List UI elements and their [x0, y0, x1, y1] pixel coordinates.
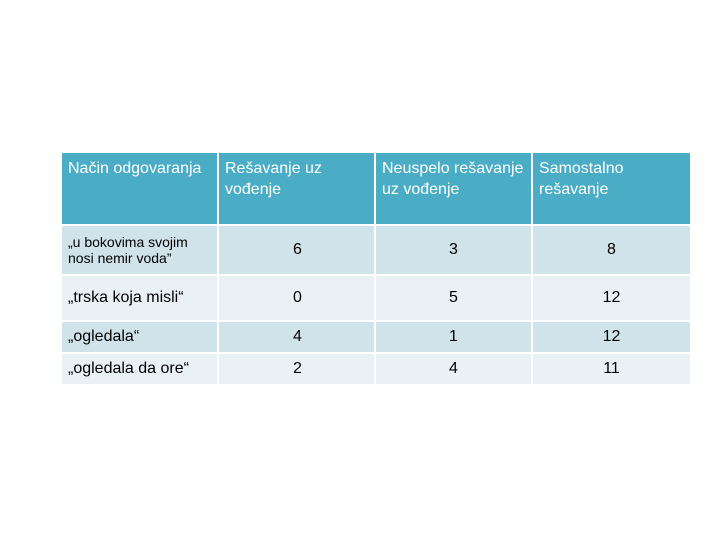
- cell-guided: 4: [218, 321, 375, 353]
- row-label: „trska koja misli“: [61, 275, 218, 321]
- table-header: [61, 152, 691, 225]
- row-label: „ogledala“: [61, 321, 218, 353]
- row-label: „u bokovima svojim nosi nemir voda”: [61, 225, 218, 275]
- table-row: [61, 321, 691, 353]
- header-row: [61, 152, 691, 225]
- row-label: „ogledala da ore“: [61, 353, 218, 385]
- table-row: [61, 353, 691, 385]
- header-response-method: Način odgovaranja: [61, 152, 218, 225]
- cell-independent: 12: [532, 321, 691, 353]
- cell-independent: 12: [532, 275, 691, 321]
- cell-guided: 2: [218, 353, 375, 385]
- cell-independent: 11: [532, 353, 691, 385]
- cell-guided: 6: [218, 225, 375, 275]
- results-table: [60, 151, 692, 386]
- cell-independent: 8: [532, 225, 691, 275]
- cell-failed-guided: 1: [375, 321, 532, 353]
- cell-failed-guided: 5: [375, 275, 532, 321]
- cell-guided: 0: [218, 275, 375, 321]
- table-row: [61, 275, 691, 321]
- cell-failed-guided: 4: [375, 353, 532, 385]
- header-independent-solving: Samostalno rešavanje: [532, 152, 691, 225]
- cell-failed-guided: 3: [375, 225, 532, 275]
- table-body: [61, 225, 691, 385]
- table-row: [61, 225, 691, 275]
- header-failed-guided-solving: Neuspelo rešavanje uz vođenje: [375, 152, 532, 225]
- header-guided-solving: Rešavanje uz vođenje: [218, 152, 375, 225]
